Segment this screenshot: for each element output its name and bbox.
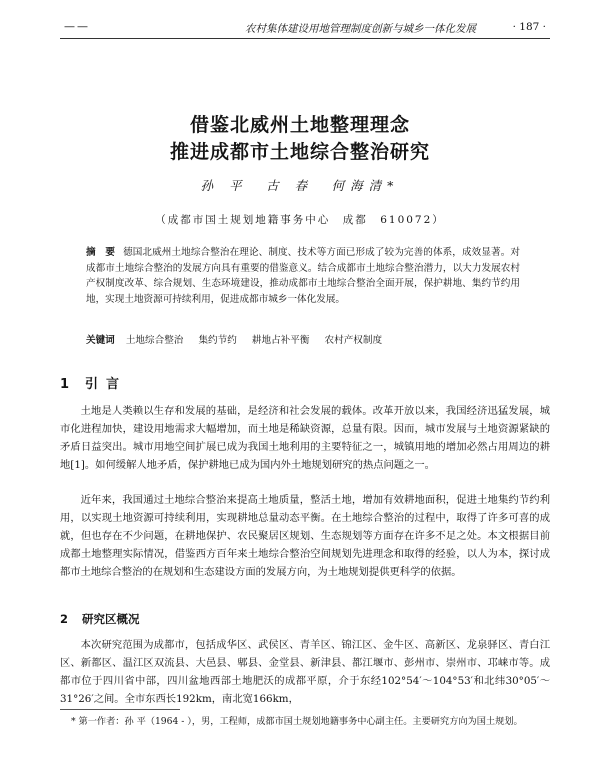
abstract [86, 245, 520, 307]
keyword: 耕地占补平衡 [251, 335, 310, 346]
section-number: 1 [60, 377, 70, 392]
authors: 孙 平 古 春 何海清* [200, 178, 400, 193]
section-heading-study-area [60, 611, 140, 627]
body-paragraph: 本次研究范围为成都市，包括成华区、武侯区、青羊区、锦江区、金牛区、高新区、龙泉驿区、青白江区、新都区、温江区双流县、大邑县、郫县、金堂县、新津县、都江堰市、彭州市、崇州市、邛崃市等。成都市位于四川省中部，四川盆地西部土地肥沃的成都平原，介于东经102°54′～104°53′和北纬30°05′～31°26′之间。全市东西长192km，南北宽166km， [60, 639, 550, 705]
paper-title-line-1: 借鉴北威州土地整理理念 [189, 114, 410, 136]
section-heading-introduction [60, 373, 127, 392]
section-title: 研究区概况 [82, 612, 140, 626]
running-head-series-title: 农村集体建设用地管理制度创新与城乡一体化发展 [245, 23, 476, 35]
footnote: * 第一作者：孙 平（1964 - ），男，工程师，成都市国土规划地籍事务中心副主任。主要研究方向为国土规划。 [71, 716, 523, 727]
affiliation: （成都市国土规划地籍事务中心 成都 610072） [155, 214, 445, 226]
abstract-label: 摘 要 [86, 247, 116, 258]
running-head-dash: —— [64, 20, 90, 33]
running-head [60, 18, 550, 39]
body-paragraph: 近年来，我国通过土地综合整治来提高土地质量，整活土地，增加有效耕地面积，促进土地集约节约利用，以实现土地资源可持续利用，实现耕地总量动态平衡。在土地综合整治的过程中，取得了许多可喜的成就，但也存在不少问题，在耕地保护、农民聚居区规划、生态规划等方面存在许多不足之处。本文根据目前成都土地整理实际情况，借鉴西方百年来土地综合整治空间规划先进理念和取得的经验，以人为本，探讨成都市土地综合整治的在规划和生态建设方面的发展方向，为土地规划提供更科学的依据。 [60, 494, 550, 578]
abstract-text: 德国北威州土地综合整治在理论、制度、技术等方面已形成了较为完善的体系，成效显著。对成都市土地综合整治的发展方向具有重要的借鉴意义。结合成都市土地综合整治潜力，以大力发展农村产权制度改革、综合规划、生态环境建设，推动成都市土地综合整治全面开展，保护耕地、集约节约用地，实现土地资源可持续利用，促进成都市城乡一体化发展。 [86, 247, 521, 305]
keyword: 土地综合整治 [125, 335, 184, 346]
keywords [86, 332, 520, 346]
page-number: · 187 · [512, 21, 546, 33]
section-title: 引言 [85, 377, 128, 392]
section-number: 2 [60, 612, 69, 626]
keyword: 农村产权制度 [324, 335, 383, 346]
keywords-label: 关键词 [86, 335, 115, 346]
keyword: 集约节约 [198, 335, 237, 346]
footnote-rule [60, 709, 180, 710]
body-paragraph: 土地是人类赖以生存和发展的基础，是经济和社会发展的载体。改革开放以来，我国经济迅猛发展，城市化进程加快，建设用地需求大幅增加，而土地是稀缺资源，总量有限。因而，城市发展与土地资源紧缺的矛盾日益突出。城市用地空间扩展已成为我国土地利用的主要特征之一，城镇用地的增加必然占用周边的耕地[1]。如何缓解人地矛盾，保护耕地已成为国内外土地规划研究的热点问题之一。 [60, 405, 550, 471]
paper-title-line-2: 推进成都市土地综合整治研究 [169, 141, 430, 163]
